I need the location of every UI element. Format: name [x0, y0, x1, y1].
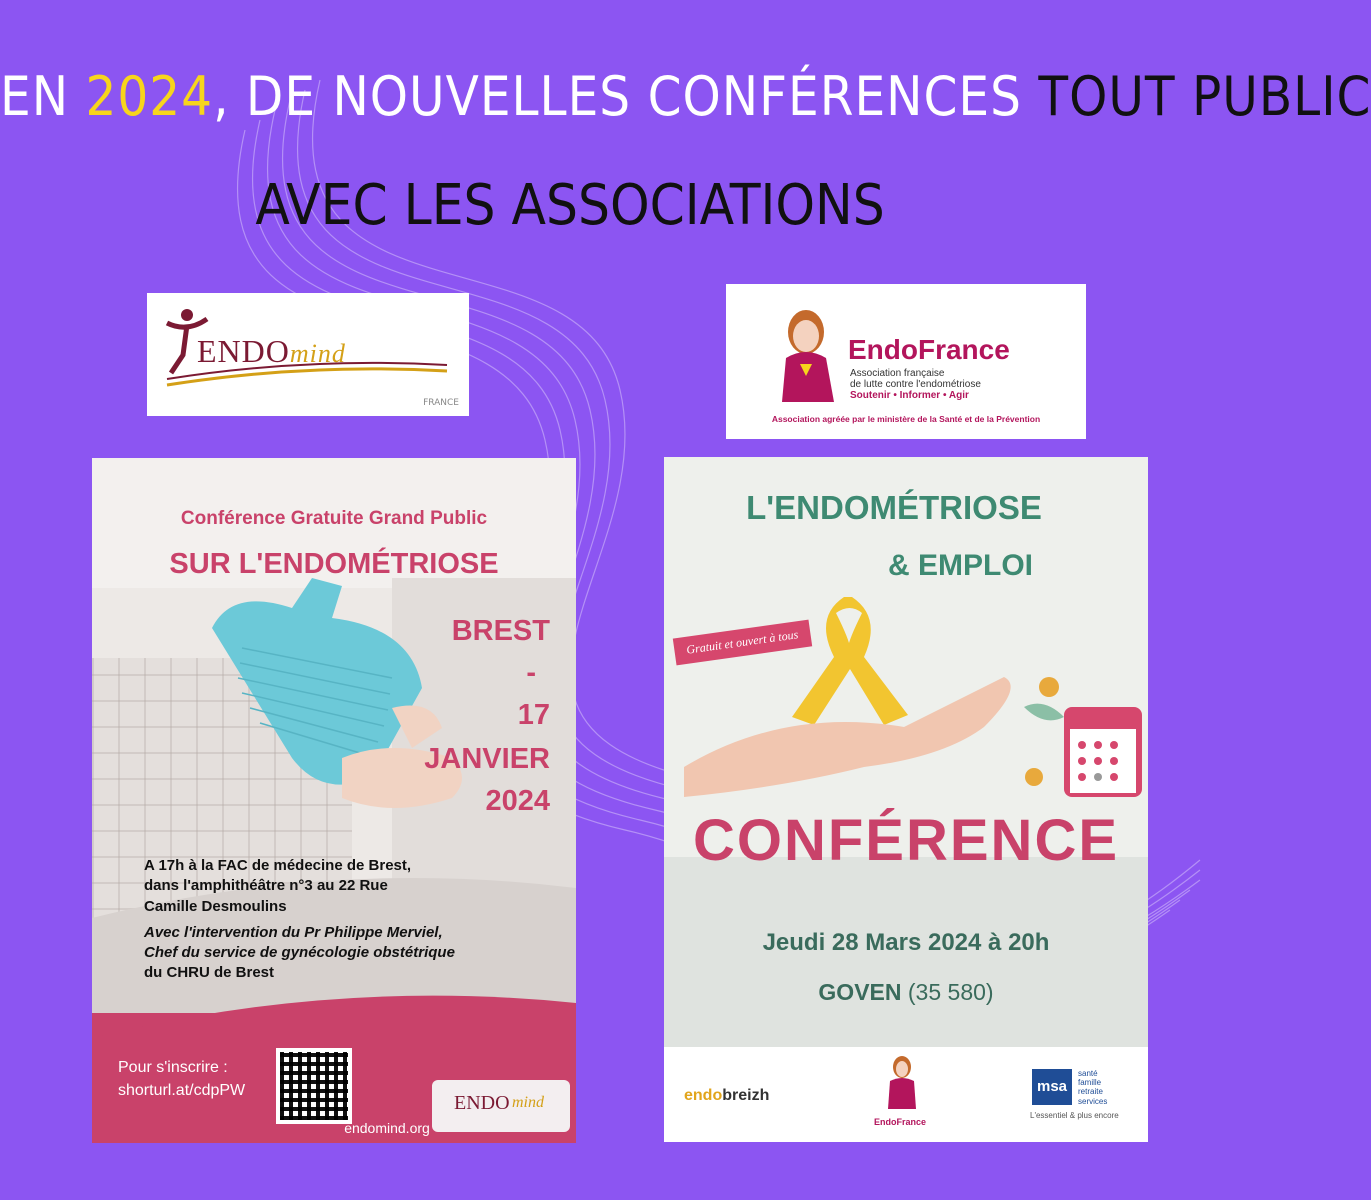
ribbon-hand-illustration [664, 457, 1148, 857]
poster-left-logo-main: ENDO [454, 1092, 510, 1114]
endofrance-name: EndoFrance [848, 334, 1010, 365]
speaker-line2: Chef du service de gynécologie obstétrique [144, 944, 455, 961]
free-badge: Gratuit et ouvert à tous [673, 620, 812, 666]
poster-left-info [144, 856, 554, 990]
headline-part1: EN [0, 65, 70, 128]
goven-conference-poster [664, 457, 1148, 1142]
msa-line3: retraite [1078, 1087, 1103, 1097]
poster-right-date: Jeudi 28 Mars 2024 à 20h [762, 929, 1050, 956]
msa-line1: santé [1078, 1069, 1098, 1078]
headline-part3: TOUT PUBLIC [1038, 65, 1371, 128]
endomind-wordmark-main: ENDO [197, 333, 290, 369]
poster-left-city: BREST [451, 615, 550, 647]
poster-left-month: JANVIER [424, 743, 550, 775]
endomind-wordmark-accent: mind [289, 339, 346, 368]
poster-left-day: 17 [517, 699, 550, 731]
poster-left-logo-accent: mind [512, 1094, 544, 1111]
msa-text [1078, 1069, 1107, 1106]
msa-logo: msa [1032, 1069, 1072, 1105]
poster-right-sponsors [664, 1047, 1148, 1142]
poster-left-footer-curve [92, 978, 576, 1038]
headline-line1 [0, 65, 1371, 128]
msa-line4: services [1078, 1096, 1108, 1106]
endofrance-logo [726, 284, 1086, 439]
endobreizh-logo [684, 1087, 769, 1105]
endofrance-approval: Association agréée par le ministère de la Santé et de la Prévention [771, 414, 1041, 424]
endomind-wordmark [197, 333, 346, 370]
endobreizh-part1: endo [684, 1087, 723, 1104]
poster-right-title1: L'ENDOMÉTRIOSE [746, 489, 1042, 526]
speaker-line1: Avec l'intervention du Pr Philippe Merviel, [144, 923, 443, 941]
poster-right-title2: & EMPLOI [888, 549, 1034, 582]
poster-left-website[interactable]: endomind.org [344, 1120, 430, 1136]
register-url[interactable]: shorturl.at/cdpPW [118, 1082, 246, 1100]
speaker-line3: du CHRU de Brest [144, 964, 275, 982]
headline-year: 2024 [85, 65, 214, 128]
msa-slogan: L'essentiel & plus encore [1030, 1111, 1119, 1120]
endofrance-small-icon [882, 1053, 922, 1113]
info-line1: A 17h à la FAC de médecine de Brest, [144, 857, 412, 874]
poster-left-title: SUR L'ENDOMÉTRIOSE [169, 548, 499, 580]
register-block [118, 1056, 245, 1102]
endofrance-line2: de lutte contre l'endométriose [850, 379, 981, 390]
info-line3: Camille Desmoulins [144, 897, 287, 915]
poster-left-year: 2024 [485, 785, 550, 817]
poster-right-place [664, 979, 1148, 1006]
brest-conference-poster [92, 458, 576, 1143]
poster-left-subtitle: Conférence Gratuite Grand Public [180, 508, 488, 529]
register-label: Pour s'inscrire : [118, 1059, 228, 1076]
place-code: (35 580) [907, 979, 994, 1005]
endomind-country: FRANCE [423, 398, 459, 408]
endofrance-line1: Association française [850, 368, 945, 379]
qr-code[interactable] [276, 1048, 352, 1124]
endofrance-woman-icon [726, 284, 846, 414]
endobreizh-part2: breizh [722, 1087, 770, 1104]
poster-right-conference: CONFÉRENCE [692, 808, 1120, 873]
endomind-logo [147, 293, 469, 416]
poster-left-dash: - [526, 657, 536, 689]
headline-line2: AVEC LES ASSOCIATIONS [255, 173, 885, 238]
msa-line2: famille [1078, 1078, 1102, 1088]
info-line2: dans l'amphithéâtre n°3 au 22 Rue [144, 877, 388, 895]
endofrance-small-name: EndoFrance [874, 1117, 927, 1127]
headline-part2: , DE NOUVELLES CONFÉRENCES [213, 65, 1022, 128]
endofrance-tagline: Soutenir • Informer • Agir [850, 390, 969, 401]
place-name: GOVEN [818, 979, 902, 1005]
